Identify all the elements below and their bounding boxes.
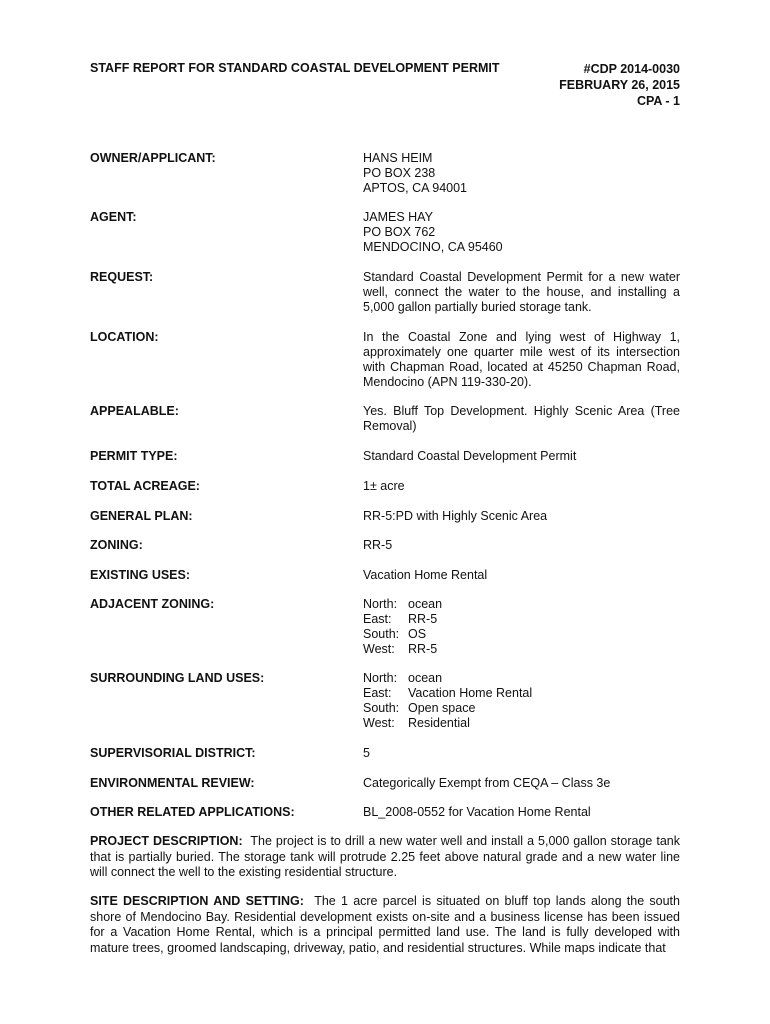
adjacent-west-val: RR-5 xyxy=(408,642,438,656)
report-header-meta xyxy=(559,61,680,109)
location-label: LOCATION: xyxy=(90,330,159,344)
zoning-value: RR-5 xyxy=(363,538,393,552)
agent-value xyxy=(363,210,680,255)
site-description-text: The 1 acre parcel is situated on bluff top lands along the south shore of Mendocino Bay. Residential development exists on-site and a business license has been issued for a Vacation Home Rental, which is a principal permitted land use. The land is fully developed with mature trees, groomed landscaping, driveway, patio, and residential structures. While maps indicate that xyxy=(90,894,680,955)
agent-address: PO BOX 762 xyxy=(363,225,436,239)
existing-uses-label: EXISTING USES: xyxy=(90,568,191,582)
adjacent-zoning-value xyxy=(363,597,680,657)
adjacent-zoning-label: ADJACENT ZONING: xyxy=(90,597,215,611)
adjacent-north-dir: North: xyxy=(363,597,398,611)
agent-label: AGENT: xyxy=(90,210,137,224)
owner-address: PO BOX 238 xyxy=(363,166,436,180)
other-applications-value: BL_2008-0552 for Vacation Home Rental xyxy=(363,805,591,819)
location-value: In the Coastal Zone and lying west of Highway 1, approximately one quarter mile west of its intersection with Chapman Road, located at 45250 Chapman Road, Mendocino (APN 119-330-20). xyxy=(363,330,680,389)
total-acreage-label: TOTAL ACREAGE: xyxy=(90,479,200,493)
permit-type-label: PERMIT TYPE: xyxy=(90,449,178,463)
surrounding-land-uses-label: SURROUNDING LAND USES: xyxy=(90,671,265,685)
zoning-label: ZONING: xyxy=(90,538,143,552)
surrounding-south-dir: South: xyxy=(363,701,400,715)
adjacent-south-dir: South: xyxy=(363,627,400,641)
permit-type-value: Standard Coastal Development Permit xyxy=(363,449,577,463)
project-description-text: The project is to drill a new water well and install a 5,000 gallon storage tank that is partially buried. The storage tank will protrude 2.25 feet above natural grade and a new water line will connect the well to the existing residential structure. xyxy=(90,834,680,879)
surrounding-east-val: Vacation Home Rental xyxy=(408,686,533,700)
adjacent-east-dir: East: xyxy=(363,612,392,626)
supervisorial-district-value: 5 xyxy=(363,746,370,760)
supervisorial-district-label: SUPERVISORIAL DISTRICT: xyxy=(90,746,256,760)
existing-uses-value: Vacation Home Rental xyxy=(363,568,488,582)
owner-value xyxy=(363,151,680,196)
general-plan-label: GENERAL PLAN: xyxy=(90,509,193,523)
surrounding-land-uses-value xyxy=(363,671,680,731)
site-description-heading: SITE DESCRIPTION AND SETTING: xyxy=(90,894,304,908)
environmental-review-label: ENVIRONMENTAL REVIEW: xyxy=(90,776,255,790)
agent-name: JAMES HAY xyxy=(363,210,433,224)
adjacent-south-val: OS xyxy=(408,627,427,641)
environmental-review-value: Categorically Exempt from CEQA – Class 3e xyxy=(363,776,611,790)
case-number: #CDP 2014-0030 xyxy=(583,62,680,76)
surrounding-west-dir: West: xyxy=(363,716,395,730)
owner-label: OWNER/APPLICANT: xyxy=(90,151,216,165)
request-value: Standard Coastal Development Permit for a new water well, connect the water to the house, and installing a 5,000 gallon partially buried storage tank. xyxy=(363,270,680,314)
surrounding-east-dir: East: xyxy=(363,686,392,700)
surrounding-north-val: ocean xyxy=(408,671,443,685)
appealable-value: Yes. Bluff Top Development. Highly Scenic Area (Tree Removal) xyxy=(363,404,680,433)
adjacent-west-dir: West: xyxy=(363,642,395,656)
surrounding-west-val: Residential xyxy=(408,716,470,730)
agent-city: MENDOCINO, CA 95460 xyxy=(363,240,503,254)
report-title: STAFF REPORT FOR STANDARD COASTAL DEVELOPMENT PERMIT xyxy=(90,61,500,75)
adjacent-east-val: RR-5 xyxy=(408,612,438,626)
appealable-label: APPEALABLE: xyxy=(90,404,179,418)
request-label: REQUEST: xyxy=(90,270,154,284)
project-description-paragraph xyxy=(90,834,680,881)
owner-name: HANS HEIM xyxy=(363,151,433,165)
total-acreage-value: 1± acre xyxy=(363,479,405,493)
project-description-heading: PROJECT DESCRIPTION: xyxy=(90,834,243,848)
owner-city: APTOS, CA 94001 xyxy=(363,181,467,195)
adjacent-north-val: ocean xyxy=(408,597,443,611)
site-description-paragraph xyxy=(90,894,680,956)
surrounding-north-dir: North: xyxy=(363,671,398,685)
page-reference: CPA - 1 xyxy=(636,94,680,108)
other-applications-label: OTHER RELATED APPLICATIONS: xyxy=(90,805,295,819)
surrounding-south-val: Open space xyxy=(408,701,476,715)
general-plan-value: RR-5:PD with Highly Scenic Area xyxy=(363,509,548,523)
report-date: FEBRUARY 26, 2015 xyxy=(559,78,680,92)
